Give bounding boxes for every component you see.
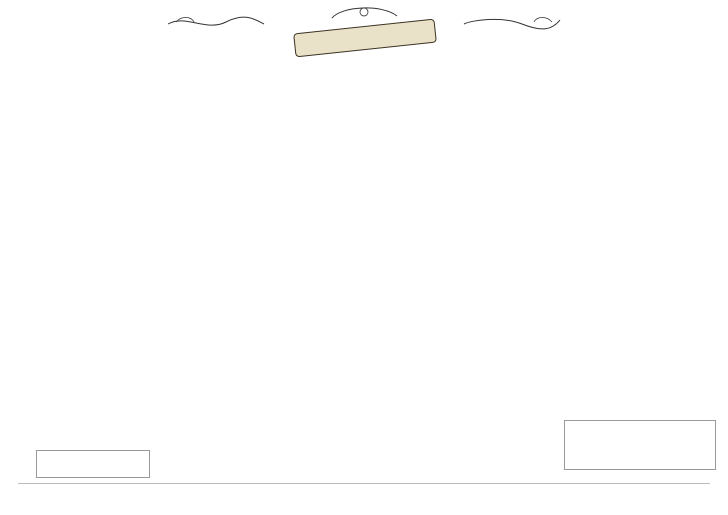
charges-notice-box [564,420,716,470]
footer-divider [18,483,710,484]
logo [272,4,457,64]
right-flourish-icon [462,12,562,34]
left-flourish-icon [166,12,266,34]
meat-note-box [36,450,150,478]
